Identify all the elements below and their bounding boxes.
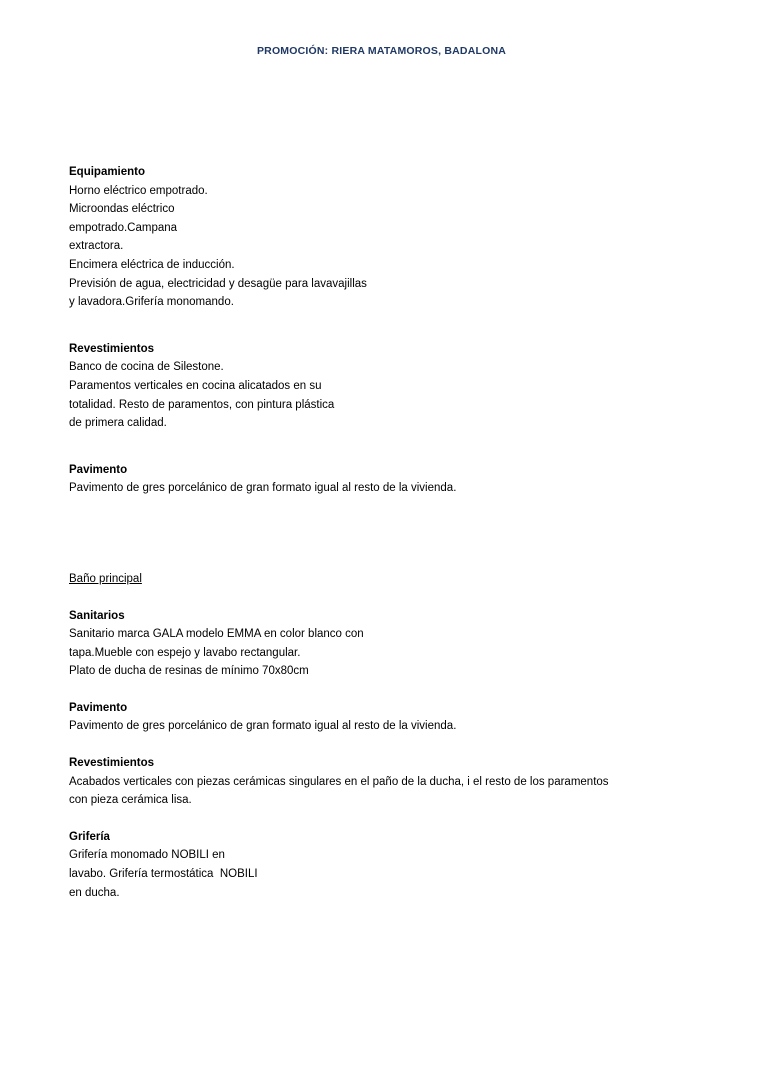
- section-line: y lavadora.Grifería monomando.: [69, 296, 234, 309]
- section-heading: Revestimientos: [69, 757, 155, 770]
- section-heading: Grifería: [69, 830, 110, 843]
- section-line: lavabo. Grifería termostática NOBILI: [69, 868, 258, 881]
- spacer: [69, 312, 729, 340]
- section-line: extractora.: [69, 240, 124, 253]
- section-line: Microondas eléctrico: [69, 203, 175, 216]
- section-line: Grifería monomado NOBILI en: [69, 849, 225, 862]
- section-line: Sanitario marca GALA modelo EMMA en color blanco con: [69, 628, 364, 641]
- section-sanitarios: [69, 607, 729, 681]
- section-equipamiento: [69, 163, 729, 312]
- section-pavimento-bano: [69, 699, 729, 736]
- section-heading: Pavimento: [69, 701, 128, 714]
- section-griferia: [69, 828, 729, 902]
- section-line: Pavimento de gres porcelánico de gran formato igual al resto de la vivienda.: [69, 720, 457, 733]
- section-line: Paramentos verticales en cocina alicatados en su: [69, 379, 322, 392]
- section-line: empotrado.Campana: [69, 221, 178, 234]
- spacer: [69, 498, 729, 570]
- section-revestimientos-cocina: [69, 340, 729, 433]
- section-bano-principal: [69, 570, 729, 589]
- section-line: Acabados verticales con piezas cerámicas singulares en el paño de la ducha, i el resto de los paramentos: [69, 775, 609, 788]
- section-line: Horno eléctrico empotrado.: [69, 184, 208, 197]
- section-heading: Revestimientos: [69, 342, 155, 355]
- section-line: de primera calidad.: [69, 417, 167, 430]
- section-line: Previsión de agua, electricidad y desagüe para lavavajillas: [69, 277, 367, 290]
- spacer: [69, 589, 729, 607]
- section-revestimientos-bano: [69, 754, 729, 810]
- section-line: totalidad. Resto de paramentos, con pintura plástica: [69, 398, 335, 411]
- section-line: con pieza cerámica lisa.: [69, 794, 192, 807]
- section-heading: Baño principal: [69, 572, 142, 585]
- section-line: Plato de ducha de resinas de mínimo 70x80cm: [69, 665, 309, 678]
- spacer: [69, 736, 729, 754]
- section-heading: Sanitarios: [69, 609, 125, 622]
- spacer: [69, 810, 729, 828]
- section-line: en ducha.: [69, 886, 120, 899]
- document-body: [69, 163, 729, 902]
- spacer: [69, 681, 729, 699]
- section-pavimento-cocina: [69, 461, 729, 498]
- document-header-title: PROMOCIÓN: RIERA MATAMOROS, BADALONA: [256, 45, 507, 57]
- section-line: Encimera eléctrica de inducción.: [69, 258, 235, 271]
- section-heading: Equipamiento: [69, 166, 146, 178]
- section-line: tapa.Mueble con espejo y lavabo rectangular.: [69, 646, 301, 659]
- section-line: Banco de cocina de Silestone.: [69, 361, 224, 374]
- spacer: [69, 433, 729, 461]
- section-line: Pavimento de gres porcelánico de gran formato igual al resto de la vivienda.: [69, 482, 457, 495]
- section-heading: Pavimento: [69, 463, 128, 476]
